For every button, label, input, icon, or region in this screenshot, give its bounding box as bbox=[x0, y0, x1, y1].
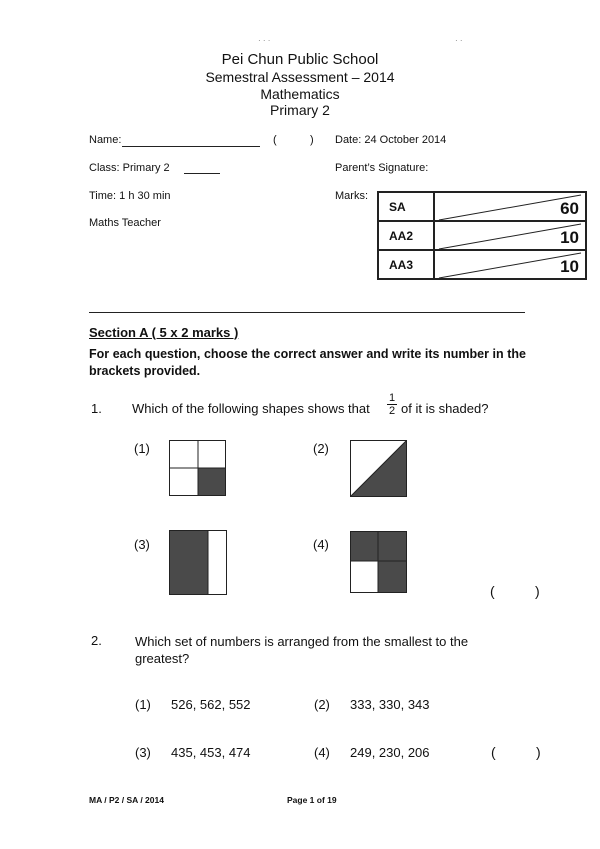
divider-rule bbox=[89, 312, 525, 313]
teacher-label: Maths Teacher bbox=[89, 217, 161, 229]
name-line bbox=[122, 146, 260, 147]
q2-option-text: 435, 453, 474 bbox=[171, 745, 251, 760]
marks-label: Marks: bbox=[335, 190, 368, 202]
class-label: Class: Primary 2 bbox=[89, 162, 170, 174]
shape-4-three-quarters-shaded bbox=[350, 531, 407, 593]
fraction-denominator: 2 bbox=[388, 405, 396, 417]
marks-total: 10 bbox=[560, 257, 579, 276]
q1-text-after: of it is shaded? bbox=[401, 401, 489, 416]
marks-table bbox=[377, 191, 587, 280]
scan-speck: · · bbox=[455, 36, 463, 45]
q1-answer-close: ) bbox=[535, 583, 540, 599]
q2-option-text: 526, 562, 552 bbox=[171, 697, 251, 712]
q1-option-label: (1) bbox=[134, 441, 150, 456]
marks-total: 60 bbox=[560, 199, 579, 218]
shape-2-triangle-shaded bbox=[350, 440, 407, 497]
q1-option-label: (2) bbox=[313, 441, 329, 456]
q2-answer-open: ( bbox=[491, 744, 496, 760]
marks-row-value-cell bbox=[434, 192, 586, 221]
q2-option-text: 333, 330, 343 bbox=[350, 697, 430, 712]
marks-row-aa3 bbox=[378, 250, 586, 279]
name-label: Name: bbox=[89, 134, 122, 146]
shape-3-unequal-parts bbox=[169, 530, 227, 595]
scan-speck: · · · bbox=[258, 36, 271, 45]
q2-option-number: (4) bbox=[314, 745, 330, 760]
assessment-title: Semestral Assessment – 2014 bbox=[205, 69, 395, 85]
marks-row-value-cell bbox=[434, 221, 586, 250]
level-title: Primary 2 bbox=[270, 102, 330, 118]
marks-row-label: AA3 bbox=[378, 250, 434, 279]
name-paren-close: ) bbox=[310, 134, 314, 146]
q1-option-label: (4) bbox=[313, 537, 329, 552]
section-title: Section A ( 5 x 2 marks ) bbox=[89, 325, 239, 340]
shape-1-quarter-shaded bbox=[169, 440, 226, 496]
q1-answer-open: ( bbox=[490, 583, 495, 599]
parent-signature-label: Parent’s Signature: bbox=[335, 162, 429, 174]
q2-option-number: (3) bbox=[135, 745, 151, 760]
q2-text: Which set of numbers is arranged from the smallest to the greatest? bbox=[135, 634, 469, 666]
q1-option-label: (3) bbox=[134, 537, 150, 552]
q2-answer-close: ) bbox=[536, 744, 541, 760]
date-text: Date: 24 October 2014 bbox=[335, 134, 447, 146]
q1-fraction bbox=[387, 392, 397, 417]
marks-row-sa bbox=[378, 192, 586, 221]
q2-option-number: (1) bbox=[135, 697, 151, 712]
q2-option-text: 249, 230, 206 bbox=[350, 745, 430, 760]
q1-text-before: Which of the following shapes shows that bbox=[132, 401, 370, 416]
q1-number: 1. bbox=[91, 401, 102, 416]
marks-total: 10 bbox=[560, 228, 579, 247]
section-instruction: For each question, choose the correct answer and write its number in the brackets provided. bbox=[89, 347, 526, 378]
school-name: Pei Chun Public School bbox=[221, 51, 379, 68]
fraction-numerator: 1 bbox=[388, 392, 396, 404]
class-line bbox=[184, 173, 220, 174]
footer-page: Page 1 of 19 bbox=[287, 795, 337, 805]
marks-row-label: AA2 bbox=[378, 221, 434, 250]
marks-row-label: SA bbox=[378, 192, 434, 221]
q2-number: 2. bbox=[91, 633, 102, 648]
marks-row-aa2 bbox=[378, 221, 586, 250]
q2-option-number: (2) bbox=[314, 697, 330, 712]
footer-code: MA / P2 / SA / 2014 bbox=[89, 795, 164, 805]
name-paren-open: ( bbox=[273, 134, 277, 146]
marks-row-value-cell bbox=[434, 250, 586, 279]
subject-title: Mathematics bbox=[260, 86, 340, 102]
time-text: Time: 1 h 30 min bbox=[89, 190, 171, 202]
